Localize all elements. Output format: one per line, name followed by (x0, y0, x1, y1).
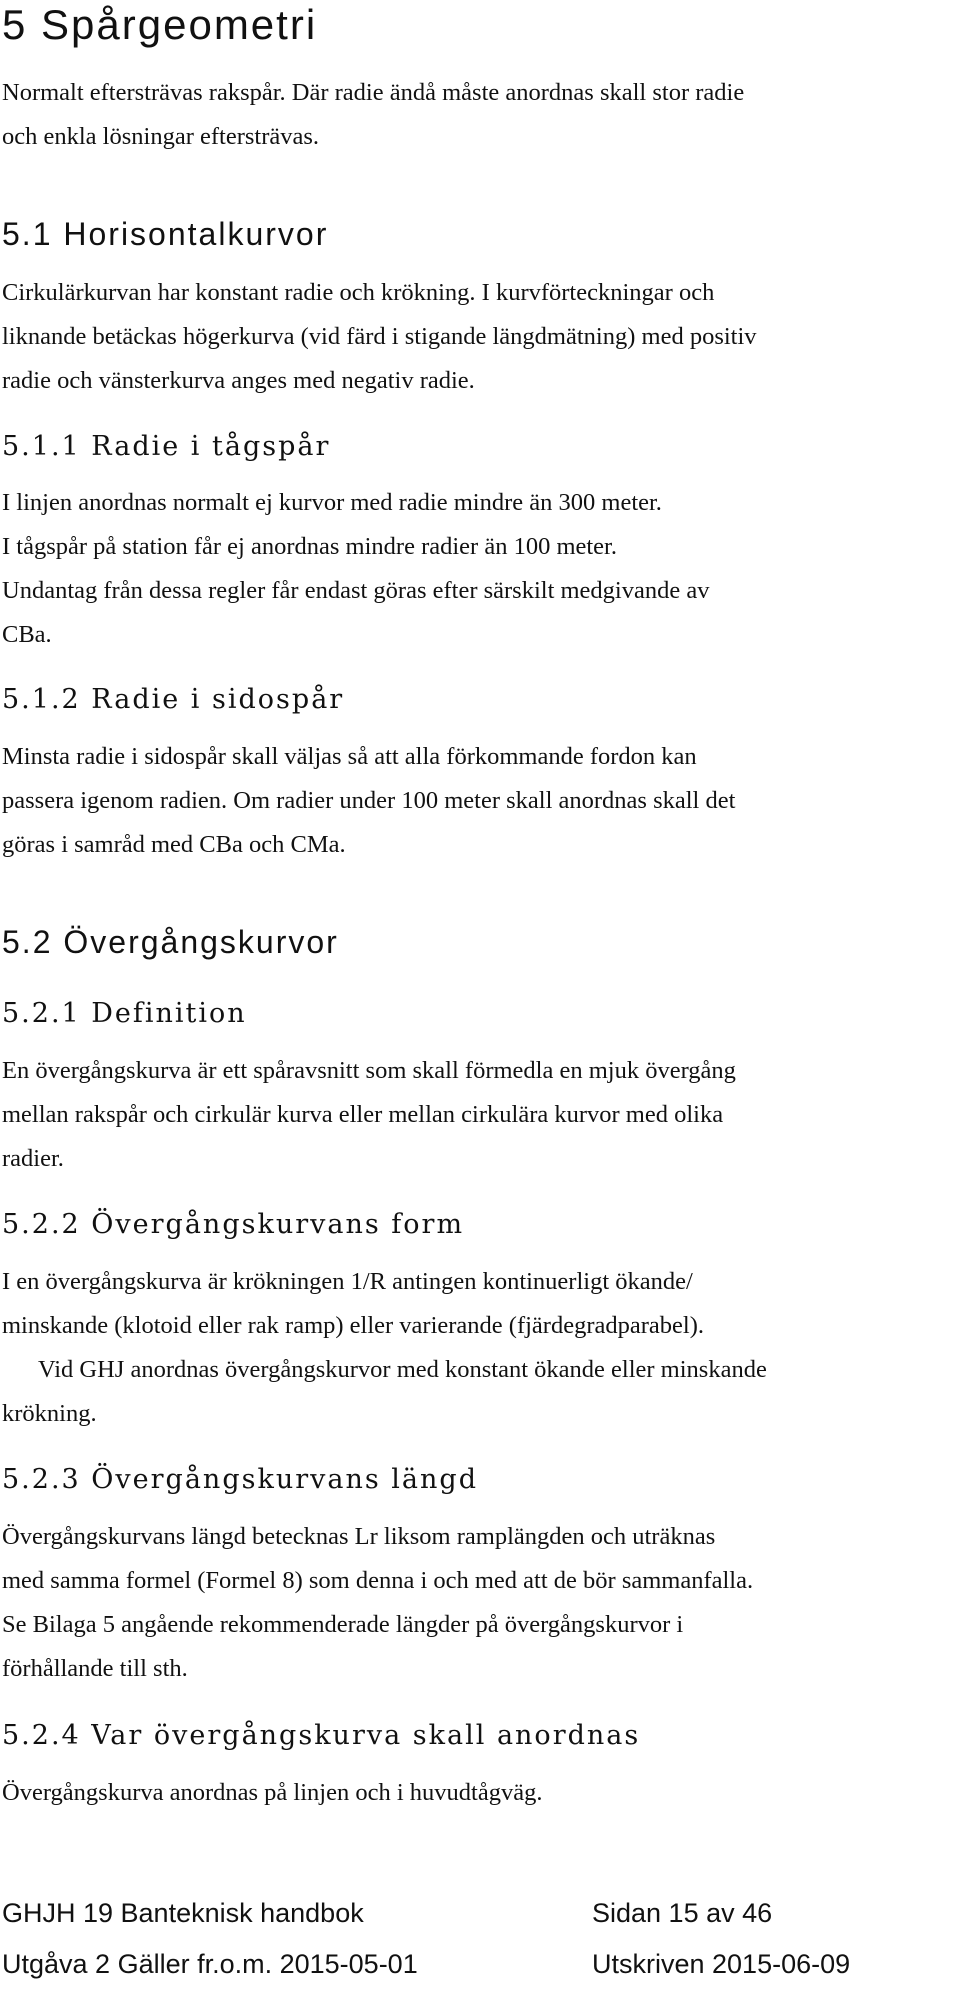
section-heading-5-2-1: 5.2.1 Definition (2, 998, 247, 1029)
text-line: Se Bilaga 5 angående rekommenderade längder på övergångskurvor i (2, 1611, 684, 1638)
section-heading-5-2: 5.2 Övergångskurvor (2, 924, 339, 960)
text-line: krökning. (2, 1400, 97, 1427)
text-line: passera igenom radien. Om radier under 100 meter skall anordnas skall det (2, 787, 736, 814)
text-line: radie och vänsterkurva anges med negativ radie. (2, 367, 475, 394)
section-heading-5-1-1: 5.1.1 Radie i tågspår (2, 431, 331, 462)
text-line: Normalt eftersträvas rakspår. Där radie ändå måste anordnas skall stor radie (2, 79, 745, 106)
section-5-1-2-paragraph (2, 735, 952, 867)
text-line: Vid GHJ anordnas övergångskurvor med konstant ökande eller minskande (38, 1356, 767, 1383)
footer-printed-date: Utskriven 2015-06-09 (592, 1949, 851, 1979)
text-line: mellan rakspår och cirkulär kurva eller mellan cirkulära kurvor med olika (2, 1101, 724, 1128)
text-line: göras i samråd med CBa och CMa. (2, 831, 346, 858)
text-line: radier. (2, 1145, 64, 1172)
text-line: med samma formel (Formel 8) som denna i och med att de bör sammanfalla. (2, 1567, 754, 1594)
section-5-1-paragraph (2, 271, 952, 403)
chapter-heading: 5 Spårgeometri (2, 1, 318, 48)
text-line: och enkla lösningar eftersträvas. (2, 123, 320, 150)
text-line: Övergångskurva anordnas på linjen och i huvudtågväg. (2, 1779, 543, 1806)
text-line: Minsta radie i sidospår skall väljas så att alla förkommande fordon kan (2, 743, 697, 770)
section-5-2-2-paragraph (2, 1260, 952, 1436)
text-line: Cirkulärkurvan har konstant radie och krökning. I kurvförteckningar och (2, 279, 715, 306)
text-line: minskande (klotoid eller rak ramp) eller varierande (fjärdegradparabel). (2, 1312, 704, 1339)
footer-edition: Utgåva 2 Gäller fr.o.m. 2015-05-01 (2, 1949, 418, 1979)
text-line: CBa. (2, 621, 52, 648)
text-line: liknande betäckas högerkurva (vid färd i stigande längdmätning) med positiv (2, 323, 757, 350)
section-5-2-3-paragraph (2, 1515, 952, 1691)
text-line: I en övergångskurva är krökningen 1/R antingen kontinuerligt ökande/ (2, 1268, 693, 1295)
text-line: I linjen anordnas normalt ej kurvor med radie mindre än 300 meter. (2, 489, 662, 516)
section-5-2-1-paragraph (2, 1049, 952, 1181)
section-heading-5-2-4: 5.2.4 Var övergångskurva skall anordnas (2, 1720, 641, 1751)
text-line: Undantag från dessa regler får endast göras efter särskilt medgivande av (2, 577, 710, 604)
section-heading-5-1-2: 5.1.2 Radie i sidospår (2, 684, 345, 715)
text-line: En övergångskurva är ett spåravsnitt som skall förmedla en mjuk övergång (2, 1057, 736, 1084)
footer-doc-title: GHJH 19 Banteknisk handbok (2, 1898, 364, 1928)
section-heading-5-2-2: 5.2.2 Övergångskurvans form (2, 1209, 465, 1240)
section-5-2-4-paragraph (2, 1771, 952, 1815)
section-heading-5-1: 5.1 Horisontalkurvor (2, 216, 329, 252)
footer-page-info: Sidan 15 av 46 (592, 1898, 773, 1928)
section-5-1-1-paragraph (2, 481, 952, 657)
text-line: Övergångskurvans längd betecknas Lr liksom ramplängden och uträknas (2, 1523, 716, 1550)
section-heading-5-2-3: 5.2.3 Övergångskurvans längd (2, 1464, 478, 1495)
intro-paragraph (2, 71, 952, 159)
text-line: I tågspår på station får ej anordnas mindre radier än 100 meter. (2, 533, 617, 560)
text-line: förhållande till sth. (2, 1655, 188, 1682)
